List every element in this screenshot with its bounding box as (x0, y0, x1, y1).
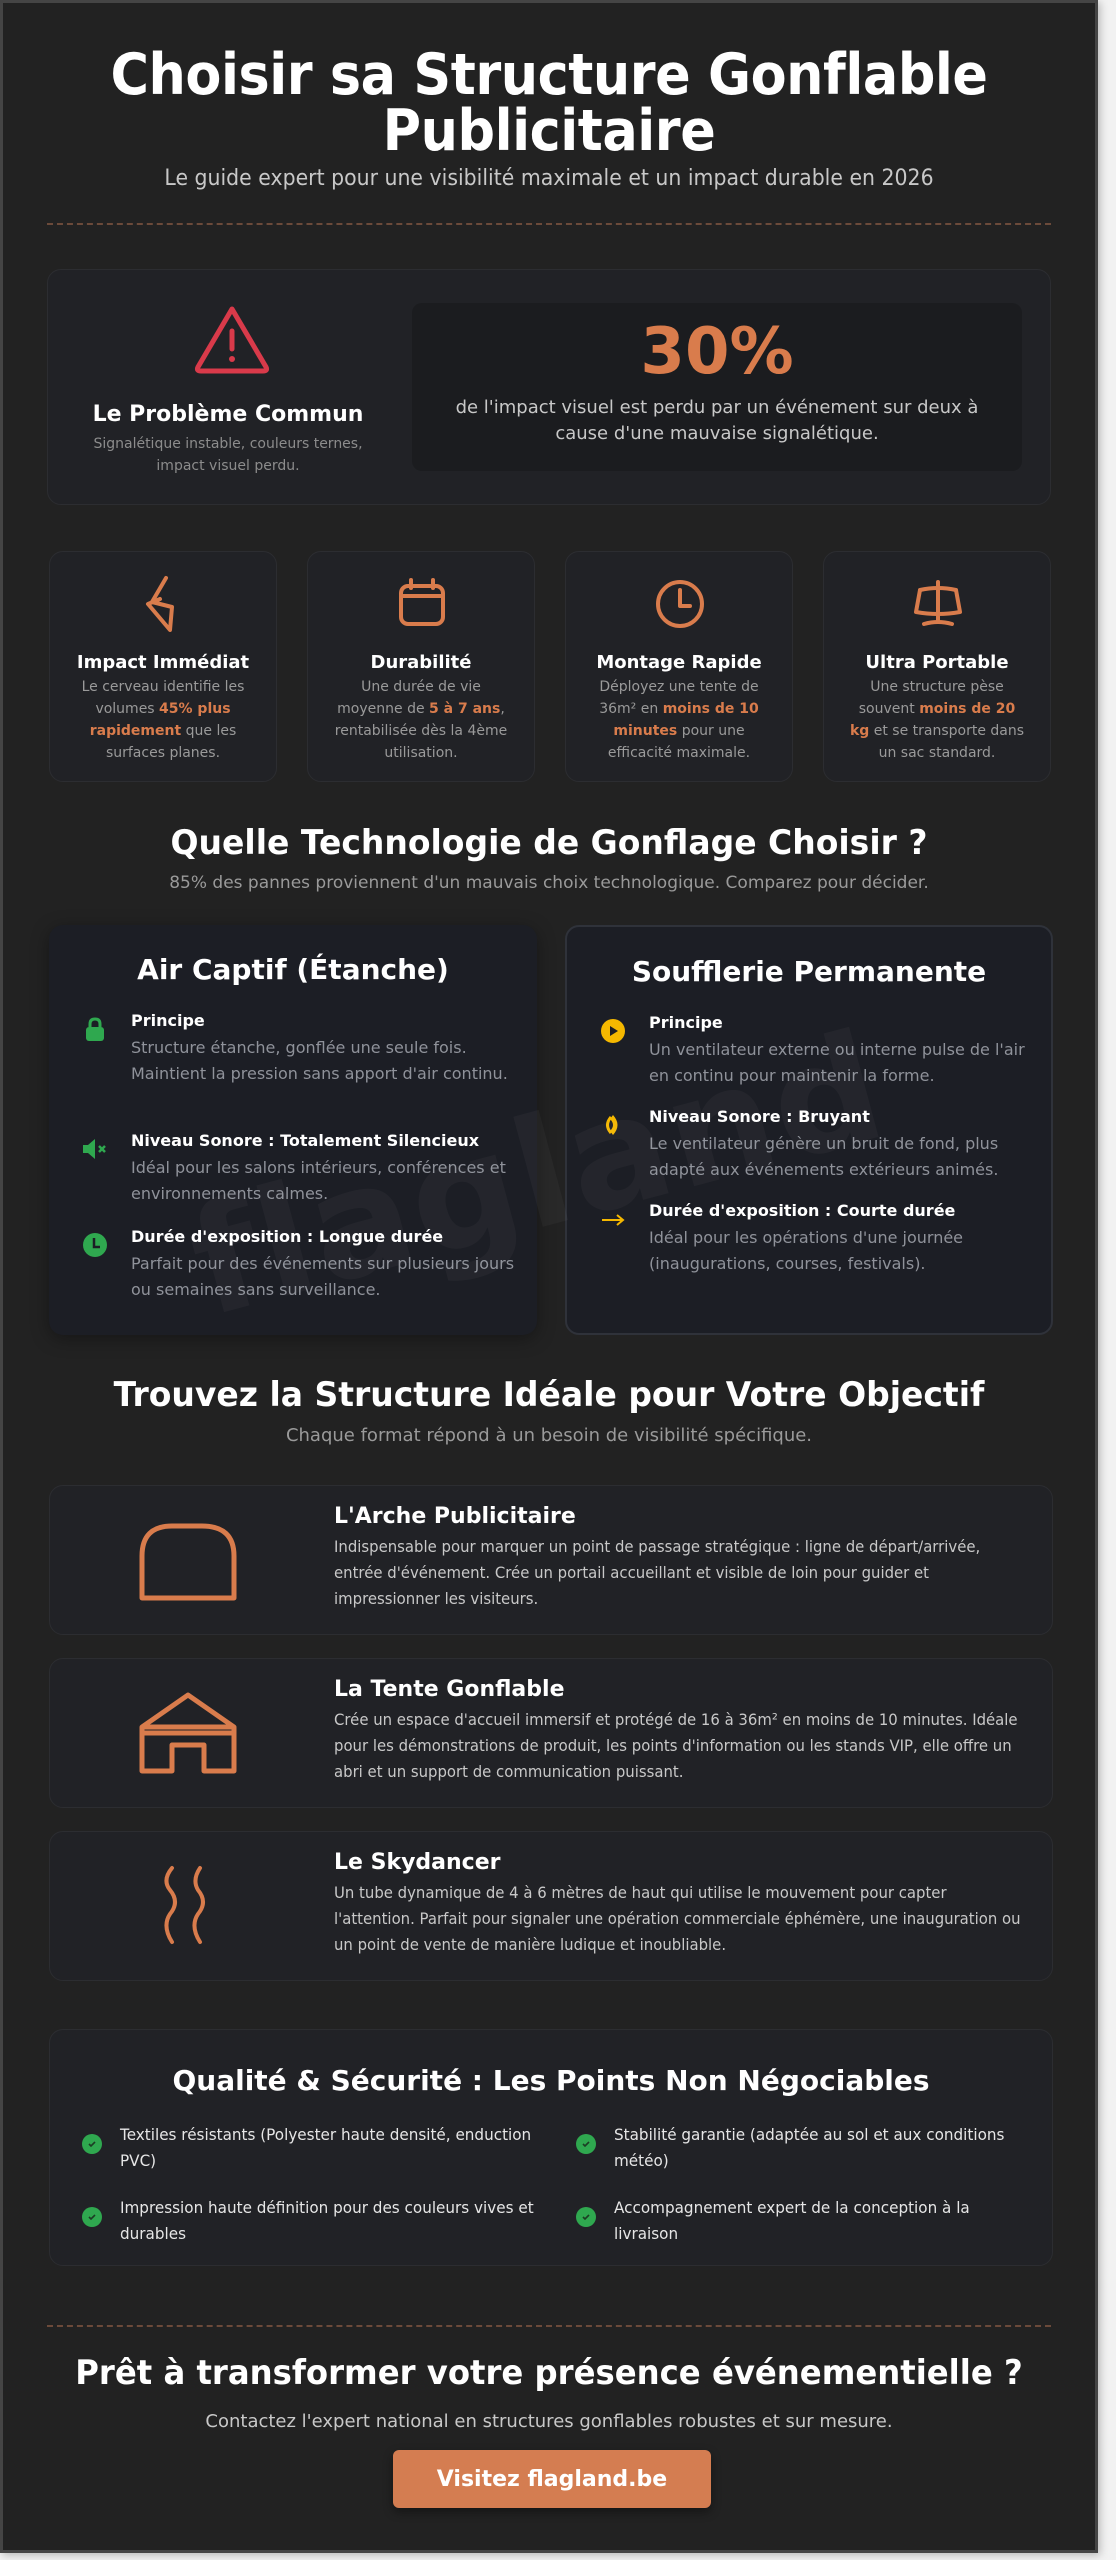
stat-text-line-2: cause d'une mauvaise signalétique. (555, 423, 879, 444)
title-line-2: Publicitaire (382, 98, 716, 164)
divider-top (47, 223, 1051, 225)
feature-line (56, 720, 270, 742)
feature-line: utilisation. (384, 745, 458, 761)
tent-icon (138, 1691, 238, 1777)
quality-title: Qualité & Sécurité : Les Points Non Négociables (172, 2064, 930, 2097)
page-subtitle: Le guide expert pour une visibilité maximale et un impact durable en 2026 (164, 166, 934, 191)
cta-subtitle: Contactez l'expert national en structures gonflables robustes et sur mesure. (205, 2411, 893, 2432)
tech-item-text: Structure étanche, gonflée une seule fois. Maintient la pression sans apport d'air continu. (131, 1038, 508, 1083)
tech-item-heading: Niveau Sonore : Bruyant (649, 1107, 870, 1126)
problem-text-line-2: impact visuel perdu. (156, 458, 300, 474)
feature-highlight: minutes (613, 723, 678, 739)
feature-line (830, 698, 1044, 720)
feature-line: un sac standard. (878, 745, 996, 761)
calendar-icon (392, 576, 452, 632)
feature-text (56, 676, 270, 764)
structure-title: La Tente Gonflable (334, 1677, 565, 1702)
problem-text-line-1: Signalétique instable, couleurs ternes, (93, 436, 363, 452)
feature-card-setup (565, 551, 793, 782)
feature-highlight: moins de 10 (662, 701, 759, 717)
check-circle-icon (576, 2134, 596, 2154)
tech-item-heading: Principe (649, 1013, 723, 1032)
feature-line: surfaces planes. (105, 745, 221, 761)
tech-card-air-captif (49, 925, 537, 1335)
skydancer-icon (138, 1864, 238, 1950)
problem-text (48, 433, 408, 477)
structures-subtitle: Chaque format répond à un besoin de visibilité spécifique. (285, 1425, 813, 1446)
scale-icon (908, 574, 968, 634)
tech-item-text: Un ventilateur externe ou interne pulse de l'air en continu pour maintenir la forme. (649, 1040, 1025, 1085)
feature-line (830, 720, 1044, 742)
feature-text (830, 676, 1044, 764)
tech-item-heading: Niveau Sonore : Totalement Silencieux (131, 1131, 480, 1150)
feature-highlight: kg (849, 723, 870, 739)
structure-title: Le Skydancer (334, 1850, 501, 1875)
arch-icon (138, 1518, 238, 1604)
feature-title: Durabilité (370, 652, 472, 673)
stat-box (412, 303, 1022, 471)
quality-item-text: Accompagnement expert de la conception à la livraison (614, 2198, 970, 2243)
structure-title: L'Arche Publicitaire (334, 1504, 576, 1529)
stat-text-line-1: de l'impact visuel est perdu par un événement sur deux à (455, 397, 979, 418)
feature-line-text: pour une (677, 723, 745, 739)
speaker-muted-icon (81, 1135, 109, 1163)
feature-line-text: souvent (858, 701, 920, 717)
tech-card-title: Air Captif (Étanche) (137, 953, 449, 986)
technology-subtitle: 85% des pannes proviennent d'un mauvais choix technologique. Comparez pour décider. (169, 873, 929, 893)
page-title (3, 42, 1095, 164)
feature-line-text: moyenne de (337, 701, 430, 717)
feature-line (56, 698, 270, 720)
technology-title: Quelle Technologie de Gonflage Choisir ? (170, 823, 928, 863)
cta-title: Prêt à transformer votre présence événementielle ? (75, 2353, 1023, 2393)
feature-line-text: et se transporte dans (869, 723, 1025, 739)
check-circle-icon (576, 2207, 596, 2227)
quality-card (49, 2029, 1053, 2266)
title-line-1: Choisir sa Structure Gonflable (110, 42, 988, 108)
structure-text: Indispensable pour marquer un point de passage stratégique : ligne de départ/arrivée, entrée d'événement. Crée un portail accueillant et visible de loin pour guider et impressionner les visiteurs. (334, 1537, 981, 1608)
feature-title: Montage Rapide (596, 652, 762, 673)
clock-icon (650, 576, 710, 632)
feature-line: rentabilisée dès la 4ème (334, 723, 508, 739)
feature-line-text: que les (181, 723, 237, 739)
feature-line (572, 698, 786, 720)
structure-card-tent (49, 1658, 1053, 1808)
feature-line: Une structure pèse (870, 679, 1004, 695)
visit-website-button[interactable]: Visitez flagland.be (393, 2450, 711, 2508)
tech-card-title-wrap (567, 955, 1051, 988)
lock-icon (81, 1015, 109, 1043)
structure-text: Un tube dynamique de 4 à 6 mètres de haut qui utilise le mouvement pour capter l'attention. Parfait pour signaler une opération commerciale éphémère, une inauguration ou un point de vente de manière ludique et inoubliable. (334, 1883, 1021, 1954)
feature-title: Ultra Portable (865, 652, 1009, 673)
feature-card-durability (307, 551, 535, 782)
feature-line: Une durée de vie (361, 679, 481, 695)
tech-card-title: Soufflerie Permanente (631, 955, 987, 988)
problem-card (47, 269, 1051, 505)
tech-item-heading: Durée d'exposition : Longue durée (131, 1227, 444, 1246)
tech-item-text: Idéal pour les opérations d'une journée (inaugurations, courses, festivals). (649, 1228, 964, 1273)
structure-card-skydancer (49, 1831, 1053, 1981)
structure-card-arch (49, 1485, 1053, 1635)
feature-line (314, 698, 528, 720)
feature-card-impact (49, 551, 277, 782)
tech-item-heading: Durée d'exposition : Courte durée (649, 1201, 956, 1220)
tech-card-soufflerie (565, 925, 1053, 1335)
warning-triangle-icon (192, 303, 272, 375)
quality-item-text: Stabilité garantie (adaptée au sol et aux conditions météo) (614, 2125, 1005, 2170)
problem-title: Le Problème Commun (92, 402, 364, 427)
tech-item-text: Parfait pour des événements sur plusieurs jours ou semaines sans surveillance. (131, 1254, 515, 1299)
lightning-icon (134, 574, 194, 634)
feature-line-text: volumes (95, 701, 160, 717)
tech-card-title-wrap (49, 953, 537, 986)
feature-text (572, 676, 786, 764)
feature-card-portable (823, 551, 1051, 782)
feature-line: efficacité maximale. (607, 745, 751, 761)
feature-highlight: 45% plus (159, 701, 231, 717)
feature-highlight: moins de 20 (919, 701, 1016, 717)
divider-bottom (47, 2325, 1051, 2327)
feature-line-text: , (500, 701, 505, 717)
feature-text (314, 676, 528, 764)
quality-item-text: Textiles résistants (Polyester haute densité, enduction PVC) (120, 2125, 532, 2170)
feature-highlight: 5 à 7 ans (429, 701, 501, 717)
stat-text (412, 395, 1022, 447)
feature-highlight: rapidement (89, 723, 182, 739)
feature-line: Le cerveau identifie les (81, 679, 245, 695)
arrow-right-icon (599, 1205, 627, 1233)
structures-title: Trouvez la Structure Idéale pour Votre Objectif (113, 1375, 985, 1415)
feature-title: Impact Immédiat (76, 652, 250, 673)
structure-text: Crée un espace d'accueil immersif et protégé de 16 à 36m² en moins de 10 minutes. Idéale pour les démonstrations de produit, les points d'information ou les stands VIP, elle offre un abri et un support de communication puissant. (334, 1710, 1018, 1781)
stat-value: 30% (640, 315, 794, 389)
feature-line-text: 36m² en (599, 701, 663, 717)
feature-line (572, 720, 786, 742)
speaker-loud-icon (599, 1111, 627, 1139)
tech-item-text: Le ventilateur génère un bruit de fond, plus adapté aux événements extérieurs animés. (649, 1134, 999, 1179)
tech-item-text: Idéal pour les salons intérieurs, conférences et environnements calmes. (131, 1158, 506, 1203)
clock-filled-icon (81, 1231, 109, 1259)
tech-item-heading: Principe (131, 1011, 205, 1030)
check-circle-icon (82, 2134, 102, 2154)
play-circle-icon (599, 1017, 627, 1045)
feature-line: Déployez une tente de (599, 679, 759, 695)
check-circle-icon (82, 2207, 102, 2227)
quality-item-text: Impression haute définition pour des couleurs vives et durables (120, 2198, 534, 2243)
